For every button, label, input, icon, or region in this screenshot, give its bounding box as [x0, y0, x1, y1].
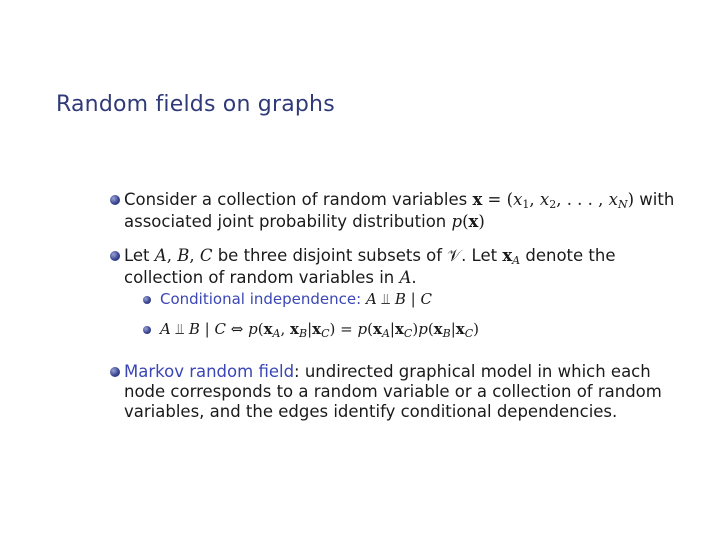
math-p: p	[451, 212, 463, 231]
math-xA-3: x	[373, 320, 382, 338]
math-close-2: )	[412, 320, 419, 338]
math-B-2: B	[394, 290, 406, 308]
bullet-1-text-a: Consider a collection of random variables	[124, 190, 473, 209]
math-bar-2: |	[204, 320, 210, 338]
math-close-3: )	[473, 320, 480, 338]
math-paren-open: (	[462, 212, 469, 231]
math-comma-2: ,	[189, 246, 200, 265]
math-sub-B: B	[299, 327, 308, 340]
math-open-2: (	[367, 320, 373, 338]
math-xN: x	[608, 190, 618, 209]
math-p-2: p	[248, 320, 258, 338]
sub-bullet-1-line	[160, 288, 432, 310]
math-sub-C-3: C	[464, 327, 474, 340]
sub-bullet-1-marker	[143, 296, 151, 304]
math-x1: x	[513, 190, 523, 209]
bullet-1-text-b: associated joint probability distribution	[124, 212, 452, 231]
math-sub-A-3: A	[381, 327, 390, 340]
bullet-2-text-b: collection of random variables in	[124, 268, 400, 287]
math-xA-bold: x	[502, 246, 513, 265]
math-x-bold: x	[472, 190, 483, 209]
math-V: 𝒱	[447, 246, 462, 265]
math-C-2: C	[420, 290, 432, 308]
math-eq-open: = (	[482, 190, 514, 209]
sub-bullet-2-marker	[143, 326, 151, 334]
math-eq: =	[340, 320, 353, 338]
math-p-3: p	[357, 320, 368, 338]
bullet-2-line-1	[124, 245, 616, 267]
math-bar-3: |	[307, 320, 313, 338]
bullet-1-line-1	[124, 189, 674, 211]
math-xC-2: x	[394, 320, 404, 338]
math-xC: x	[312, 320, 322, 338]
bullet-3-line-3: variables, and the edges identify conditional dependencies.	[124, 402, 618, 421]
bullet-3-rest: : undirected graphical model in which each	[294, 362, 651, 381]
math-open-3: (	[427, 320, 434, 338]
bullet-3-line-1	[124, 361, 651, 383]
bullet-2-let: Let	[124, 246, 155, 265]
math-xC-3: x	[455, 320, 465, 338]
math-x-bold-2: x	[468, 212, 479, 231]
math-bar-4: |	[389, 320, 395, 338]
bullet-2-denote: denote the	[520, 246, 616, 265]
math-A-4: A	[160, 320, 171, 338]
math-sub-1: 1	[522, 198, 530, 211]
bullet-1-marker	[110, 195, 120, 205]
sub-bullet-2-line	[160, 318, 479, 340]
bullet-2-period: .	[411, 268, 417, 287]
math-sub-A: A	[512, 254, 521, 267]
math-x2: x	[539, 190, 550, 209]
math-xB: x	[290, 320, 299, 338]
math-p-4: p	[418, 320, 428, 338]
bullet-2-line-2	[124, 267, 417, 289]
math-A-3: A	[365, 290, 377, 308]
math-sub-C-2: C	[403, 327, 413, 340]
math-eq-close: )	[627, 190, 635, 209]
bullet-2-tail: . Let	[461, 246, 503, 265]
bullet-1-with: with	[634, 190, 675, 209]
math-comma-3: ,	[280, 320, 291, 338]
math-xA-2: x	[263, 320, 273, 338]
math-indep: ⫫	[381, 290, 391, 308]
math-C-3: C	[214, 320, 226, 338]
math-xB-2: x	[433, 320, 443, 338]
math-close-1: )	[329, 320, 336, 338]
math-open-1: (	[257, 320, 264, 338]
math-B-3: B	[188, 320, 200, 338]
math-dots: , . . . ,	[556, 190, 609, 209]
math-iff: ⇔	[230, 320, 244, 338]
math-A-2: A	[399, 268, 412, 287]
bullet-2-marker	[110, 251, 120, 261]
math-B: B	[177, 246, 190, 265]
math-bar: |	[410, 290, 416, 308]
math-paren-close: )	[478, 212, 485, 231]
bullet-3-line-2: node corresponds to a random variable or a collection of random	[124, 382, 662, 401]
math-indep-2: ⫫	[175, 320, 185, 338]
bullet-2-mid: be three disjoint subsets of	[212, 246, 448, 265]
cond-indep-label: Conditional independence:	[160, 290, 362, 308]
math-sub-N: N	[617, 198, 628, 211]
math-sub-2: 2	[549, 198, 557, 211]
math-comma-1: ,	[166, 246, 178, 265]
math-sub-B-2: B	[442, 327, 451, 340]
math-C: C	[199, 246, 213, 265]
bullet-1-line-2	[124, 211, 485, 233]
math-sub-A-2: A	[272, 327, 281, 340]
math-A: A	[154, 246, 167, 265]
bullet-3-marker	[110, 367, 120, 377]
math-sub-C: C	[321, 327, 330, 340]
math-bar-5: |	[450, 320, 456, 338]
math-sep: ,	[529, 190, 540, 209]
page-title: Random fields on graphs	[56, 92, 335, 117]
mrf-term: Markov random field	[124, 362, 295, 381]
